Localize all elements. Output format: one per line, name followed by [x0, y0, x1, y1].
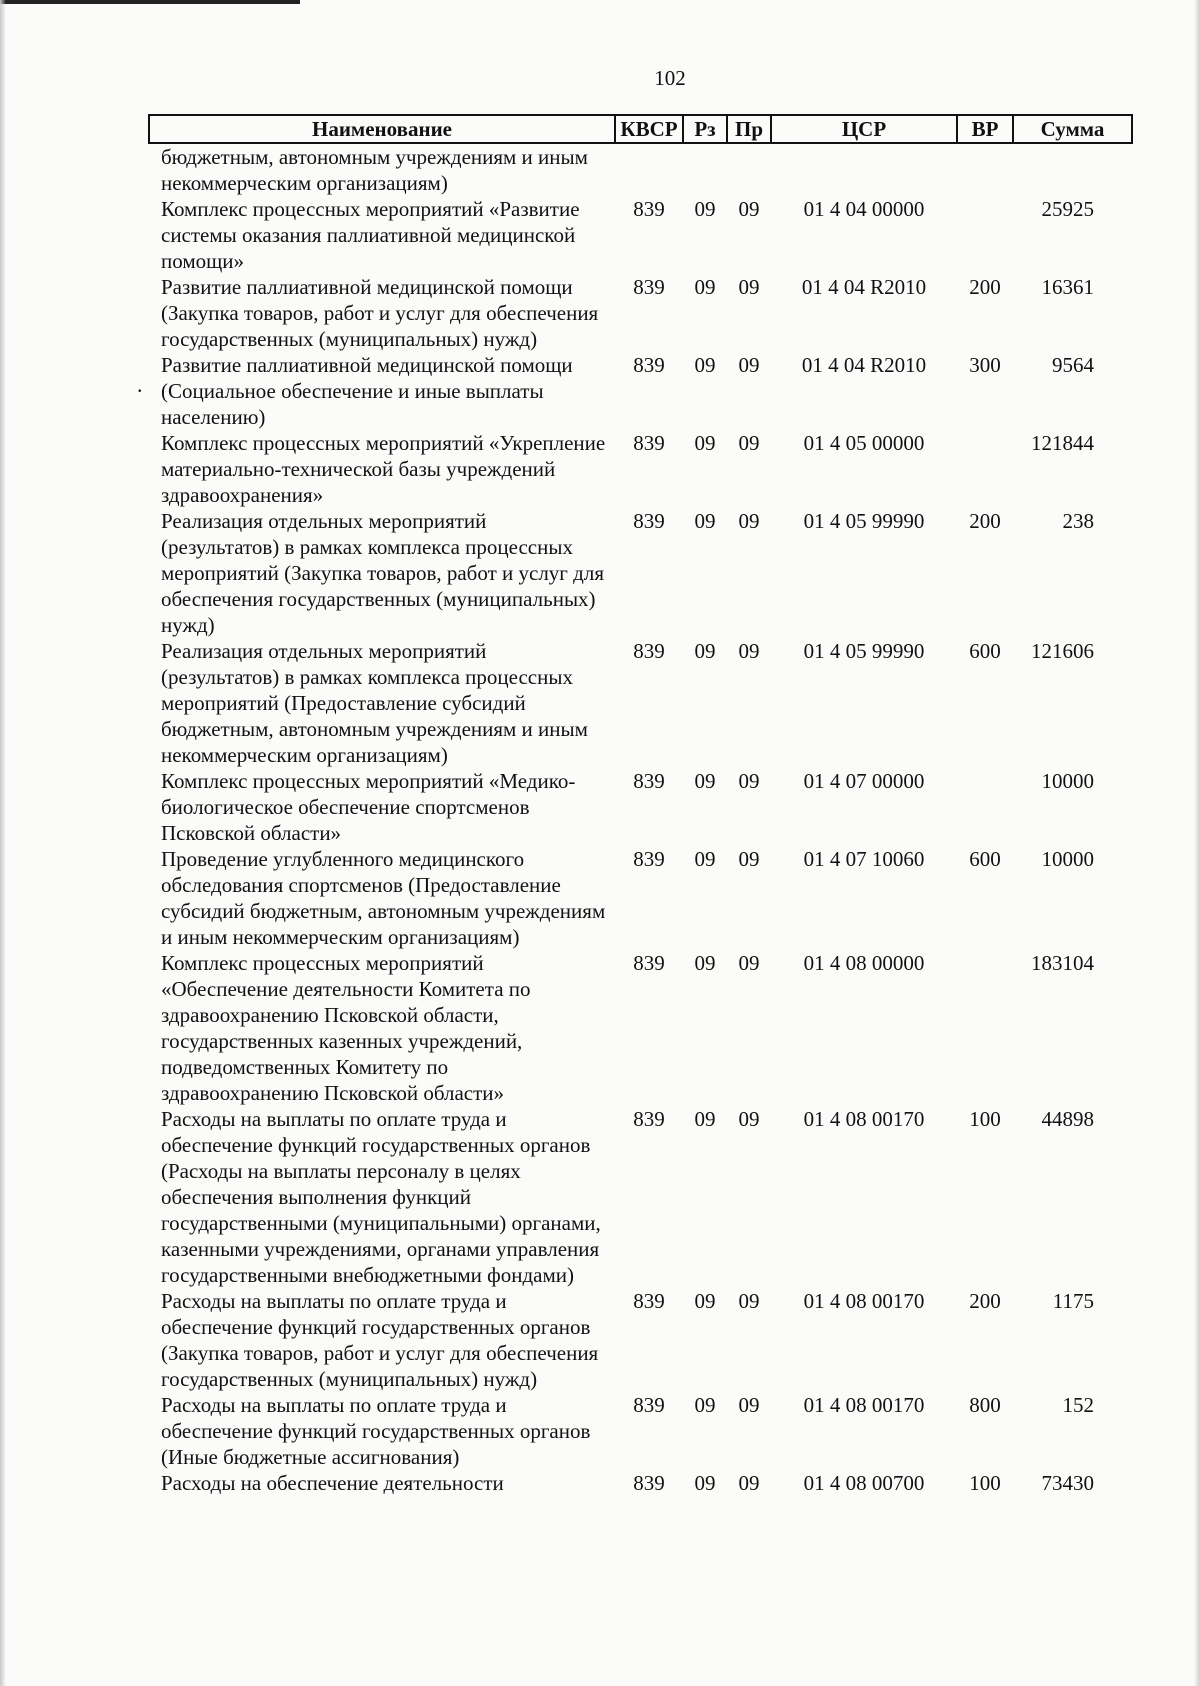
row-kvsr: 839	[633, 847, 665, 871]
row-kvsr: 839	[633, 1289, 665, 1313]
header-name: Наименование	[149, 115, 615, 143]
stray-dot-mark: .	[137, 372, 143, 397]
row-vr: 100	[969, 1107, 1001, 1131]
budget-table	[148, 114, 1133, 1496]
row-kvsr: 839	[633, 1107, 665, 1131]
row-vr: 200	[969, 275, 1001, 299]
row-vr	[957, 430, 1013, 508]
row-vr: 600	[969, 639, 1001, 663]
row-name: Комплекс процессных мероприятий «Укрепление материально-технической базы учреждений здравоохранения»	[161, 431, 606, 507]
table-row	[149, 638, 1132, 768]
row-csr	[771, 143, 957, 196]
row-kvsr: 839	[633, 639, 665, 663]
table-row	[149, 274, 1132, 352]
row-rz: 09	[694, 1393, 716, 1417]
row-csr: 01 4 07 10060	[803, 847, 925, 871]
table-row	[149, 430, 1132, 508]
table-row	[149, 950, 1132, 1106]
row-csr: 01 4 05 99990	[803, 639, 925, 663]
row-pr	[727, 143, 771, 196]
row-csr: 01 4 05 99990	[803, 509, 925, 533]
row-sum: 183104	[1031, 951, 1094, 975]
row-sum: 121844	[1031, 431, 1094, 455]
row-name: Проведение углубленного медицинского обследования спортсменов (Предоставление субсидий бюджетным, автономным учреждениям и иным некоммерческим организациям)	[161, 847, 606, 949]
row-sum: 152	[1062, 1393, 1094, 1417]
row-vr: 300	[969, 353, 1001, 377]
row-kvsr: 839	[633, 353, 665, 377]
row-csr: 01 4 08 00170	[803, 1289, 925, 1313]
table-row	[149, 1392, 1132, 1470]
row-rz: 09	[694, 769, 716, 793]
row-pr: 09	[738, 197, 760, 221]
row-name: Комплекс процессных мероприятий «Медико-биологическое обеспечение спортсменов Псковской области»	[161, 769, 576, 845]
row-csr: 01 4 08 00170	[803, 1107, 925, 1131]
row-sum: 16361	[1041, 275, 1094, 299]
row-rz: 09	[694, 951, 716, 975]
row-pr: 09	[738, 639, 760, 663]
row-vr: 100	[969, 1471, 1001, 1495]
row-sum	[1013, 143, 1132, 196]
row-kvsr: 839	[633, 275, 665, 299]
row-kvsr: 839	[633, 509, 665, 533]
row-vr: 200	[969, 509, 1001, 533]
row-pr: 09	[738, 1393, 760, 1417]
row-kvsr: 839	[633, 1471, 665, 1495]
table-row	[149, 143, 1132, 196]
row-rz: 09	[694, 353, 716, 377]
header-csr: ЦСР	[771, 115, 957, 143]
row-kvsr: 839	[633, 769, 665, 793]
row-pr: 09	[738, 1289, 760, 1313]
row-pr: 09	[738, 275, 760, 299]
header-pr: Пр	[727, 115, 771, 143]
row-name: Расходы на выплаты по оплате труда и обеспечение функций государственных органов (Расходы на выплаты персоналу в целях обеспечения выполнения функций государственными (муниципальными) органами, казенными учреждениями, органами управления государственными внебюджетными фондами)	[161, 1107, 601, 1287]
row-sum: 1175	[1052, 1289, 1094, 1313]
row-sum: 25925	[1041, 197, 1094, 221]
row-csr: 01 4 08 00170	[803, 1393, 925, 1417]
row-rz: 09	[694, 275, 716, 299]
row-sum: 44898	[1041, 1107, 1094, 1131]
table-row	[149, 508, 1132, 638]
row-vr	[957, 768, 1013, 846]
row-vr	[957, 143, 1013, 196]
row-name: Развитие паллиативной медицинской помощи (Социальное обеспечение и иные выплаты населению)	[161, 353, 573, 429]
row-name: Комплекс процессных мероприятий «Развитие системы оказания паллиативной медицинской помощи»	[161, 197, 580, 273]
row-csr: 01 4 08 00700	[803, 1471, 925, 1495]
row-name: Реализация отдельных мероприятий (результатов) в рамках комплекса процессных мероприятий (Предоставление субсидий бюджетным, автономным учреждениям и иным некоммерческим организациям)	[161, 639, 588, 767]
row-rz: 09	[694, 639, 716, 663]
row-name: бюджетным, автономным учреждениям и иным некоммерческим организациям)	[161, 145, 588, 195]
table-row	[149, 768, 1132, 846]
row-csr: 01 4 07 00000	[803, 769, 925, 793]
header-kvsr: КВСР	[615, 115, 683, 143]
row-kvsr: 839	[633, 197, 665, 221]
table-row	[149, 352, 1132, 430]
row-kvsr: 839	[633, 431, 665, 455]
row-pr: 09	[738, 847, 760, 871]
row-csr: 01 4 08 00000	[803, 951, 925, 975]
row-name: Комплекс процессных мероприятий «Обеспечение деятельности Комитета по здравоохранению Псковской области, государственных казенных учреждений, подведомственных Комитету по здравоохранению Псковской области»	[161, 951, 531, 1105]
row-rz: 09	[694, 1107, 716, 1131]
row-rz: 09	[694, 509, 716, 533]
row-kvsr	[615, 143, 683, 196]
page-number: 102	[654, 66, 686, 90]
row-sum: 238	[1062, 509, 1094, 533]
row-rz: 09	[694, 1289, 716, 1313]
row-rz: 09	[694, 197, 716, 221]
row-sum: 121606	[1031, 639, 1094, 663]
row-vr	[957, 950, 1013, 1106]
row-sum: 73430	[1041, 1471, 1094, 1495]
row-csr: 01 4 04 00000	[803, 197, 925, 221]
row-pr: 09	[738, 1471, 760, 1495]
table-header-row	[149, 115, 1132, 143]
table-row	[149, 1106, 1132, 1288]
row-pr: 09	[738, 769, 760, 793]
table-row	[149, 846, 1132, 950]
row-sum: 9564	[1052, 353, 1094, 377]
row-csr: 01 4 04 R2010	[801, 353, 927, 377]
row-pr: 09	[738, 951, 760, 975]
scan-right-edge	[1194, 0, 1200, 1686]
row-kvsr: 839	[633, 1393, 665, 1417]
row-name: Развитие паллиативной медицинской помощи (Закупка товаров, работ и услуг для обеспечения государственных (муниципальных) нужд)	[161, 275, 599, 351]
row-sum: 10000	[1041, 769, 1094, 793]
row-name: Расходы на обеспечение деятельности	[161, 1471, 504, 1495]
row-rz: 09	[694, 1471, 716, 1495]
row-name: Реализация отдельных мероприятий (результатов) в рамках комплекса процессных мероприятий (Закупка товаров, работ и услуг для обеспечения государственных (муниципальных) нужд)	[161, 509, 604, 637]
scan-top-rule	[0, 0, 300, 4]
row-rz: 09	[694, 431, 716, 455]
row-sum: 10000	[1041, 847, 1094, 871]
row-pr: 09	[738, 1107, 760, 1131]
table-row	[149, 196, 1132, 274]
row-pr: 09	[738, 509, 760, 533]
table-row	[149, 1288, 1132, 1392]
table-row	[149, 1470, 1132, 1496]
row-vr	[957, 196, 1013, 274]
row-vr: 800	[969, 1393, 1001, 1417]
row-vr: 200	[969, 1289, 1001, 1313]
row-vr: 600	[969, 847, 1001, 871]
header-rz: Рз	[683, 115, 727, 143]
row-pr: 09	[738, 431, 760, 455]
row-csr: 01 4 05 00000	[803, 431, 925, 455]
row-name: Расходы на выплаты по оплате труда и обеспечение функций государственных органов (Иные бюджетные ассигнования)	[161, 1393, 591, 1469]
row-kvsr: 839	[633, 951, 665, 975]
row-csr: 01 4 04 R2010	[801, 275, 927, 299]
header-vr: ВР	[957, 115, 1013, 143]
row-rz: 09	[694, 847, 716, 871]
header-sum: Сумма	[1013, 115, 1132, 143]
scan-left-edge	[0, 0, 6, 1686]
row-name: Расходы на выплаты по оплате труда и обеспечение функций государственных органов (Закупка товаров, работ и услуг для обеспечения государственных (муниципальных) нужд)	[161, 1289, 599, 1391]
row-pr: 09	[738, 353, 760, 377]
row-rz	[683, 143, 727, 196]
